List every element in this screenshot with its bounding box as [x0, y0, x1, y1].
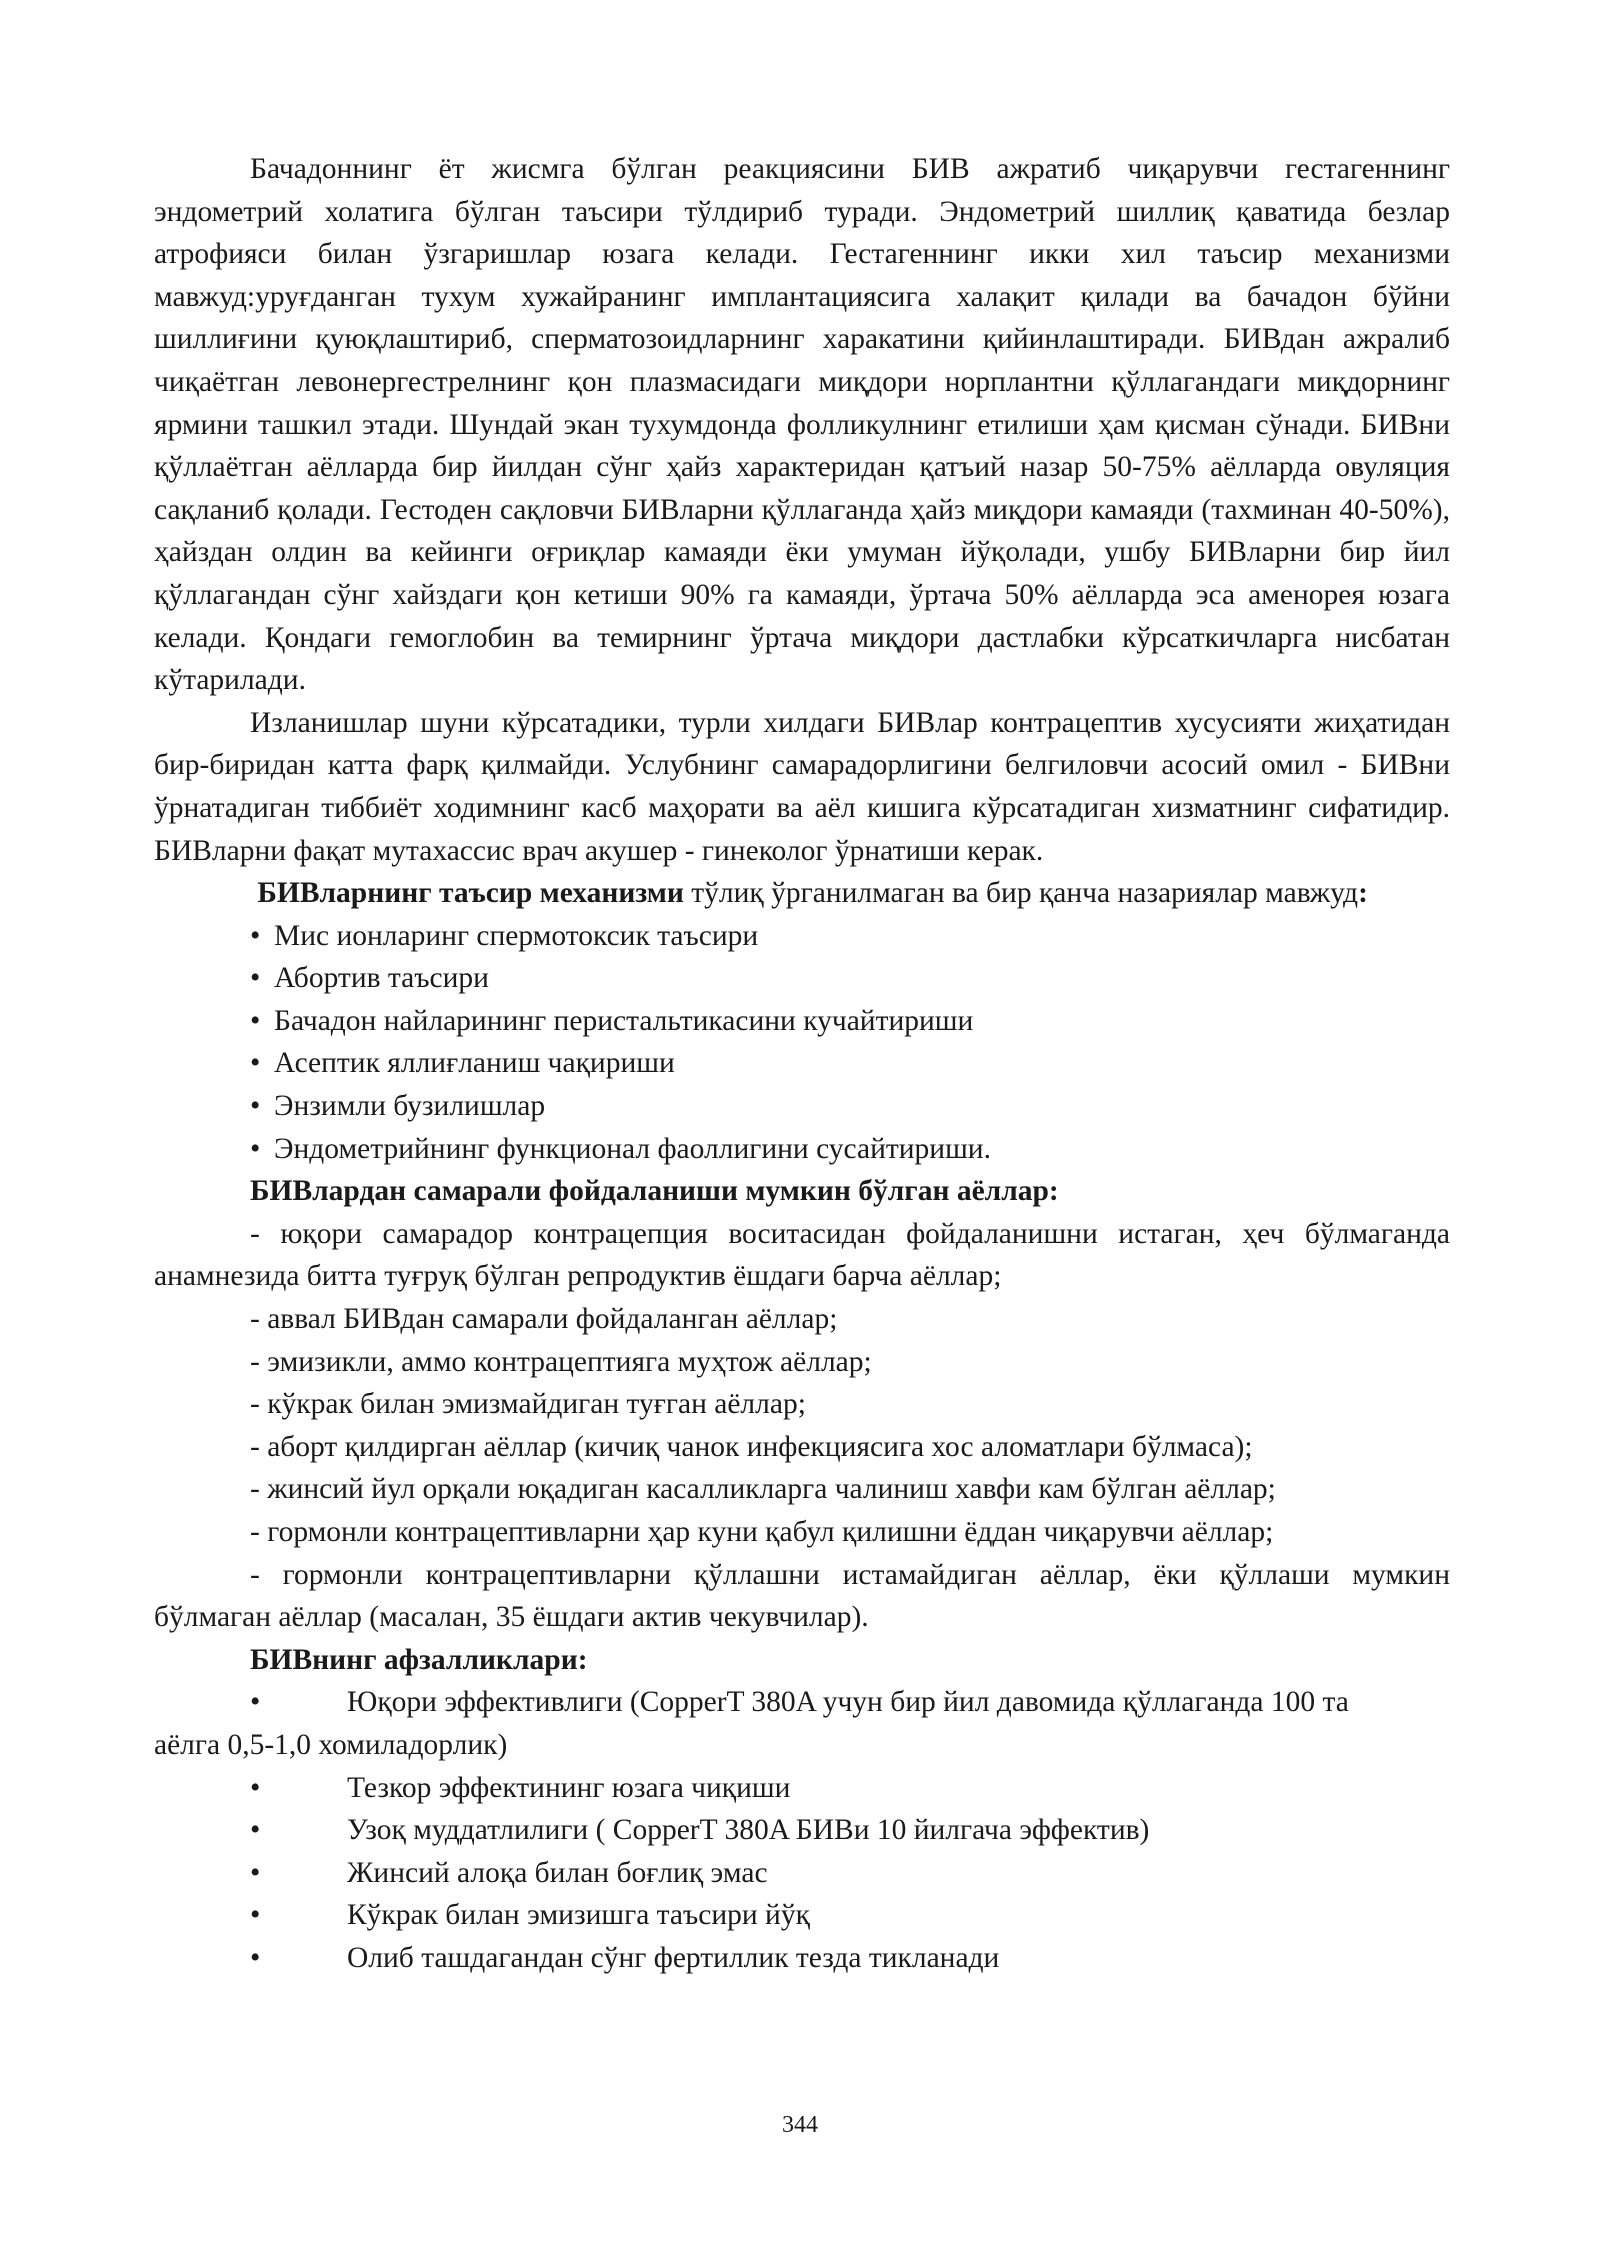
paragraph-effectiveness: Изланишлар шуни кўрсатадики, турли хилдаги БИВлар контрацептив хусусияти жиҳатидан бир-биридан катта фарқ қилмайди. Услубнинг самарадорлигини белгиловчи асосий омил - БИВни ўрнатадиган тиббиёт ходимнинг касб маҳорати ва аёл кишига кўрсатадиган хизматнинг сифатидир. БИВларни фақат мутахассис врач акушер - гинеколог ўрнатиши керак.: [154, 706, 1450, 867]
list-item: - аввал БИВдан самарали фойдаланган аёллар;: [250, 1303, 838, 1336]
list-item: - аборт қилдирган аёллар (кичиқ чанок инфекциясига хос аломатлари бўлмаса);: [250, 1430, 1253, 1463]
bullet-icon: •: [250, 1090, 261, 1123]
bullet-icon: •: [250, 1899, 261, 1932]
bullet-icon: •: [250, 919, 261, 952]
bullet-icon: •: [250, 1132, 261, 1165]
mechanism-list: [154, 915, 1450, 1171]
list-item: • Узоқ муддатлилиги ( CopperT 380A БИВи 10 йилгача эффектив): [154, 1809, 1450, 1852]
list-item: • Абортив таъсири: [154, 957, 1450, 1000]
mechanism-heading: БИВларнинг таъсир механизми: [257, 877, 684, 910]
list-item: • Кўкрак билан эмизишга таъсири йўқ: [154, 1894, 1450, 1937]
list-item: • Эндометрийнинг функционал фаоллигини сусайтириши.: [154, 1128, 1450, 1171]
list-item: - эмизикли, аммо контрацептияга муҳтож аёллар;: [250, 1345, 872, 1378]
bullet-icon: •: [250, 1814, 261, 1847]
advantages-list: [154, 1681, 1450, 1979]
list-item: - гормонли контрацептивларни ҳар куни қабул қилишни ёддан чиқарувчи аёллар;: [250, 1516, 1274, 1548]
list-item: • Тезкор эффектининг юзага чиқиши: [154, 1767, 1450, 1810]
list-item: • Бачадон найларининг перистальтикасини кучайтириши: [154, 1000, 1450, 1043]
paragraph-mechanism-theories: [154, 872, 1450, 915]
mechanism-heading-rest: тўлиқ ўрганилмаган ва бир қанча назариялар мавжуд: [683, 877, 1359, 910]
candidates-heading: БИВлардан самарали фойдаланиши мумкин бўлган аёллар:: [250, 1175, 1059, 1208]
bullet-icon: •: [250, 1941, 261, 1974]
list-item-continuation: аёлга 0,5-1,0 хомиладорлик): [154, 1728, 508, 1761]
paragraph-mechanism-intro: Бачадоннинг ёт жисмга бўлган реакциясини БИВ ажратиб чиқарувчи гестагеннинг эндометрий холатига бўлган таъсири тўлдириб туради. Эндометрий шиллиқ қаватида безлар атрофияси билан ўзгаришлар юзага келади. Гестагеннинг икки хил таъсир механизми мавжуд:уруғданган тухум хужайранинг имплантациясига халақит қилади ва бачадон бўйни шиллиғини қуюқлаштириб, сперматозоидларнинг харакатини қийинлаштиради. БИВдан ажралиб чиқаётган левонергестрелнинг қон плазмасидаги миқдори норплантни қўллагандаги миқдорнинг ярмини ташкил этади. Шундай экан тухумдонда фолликулнинг етилиши ҳам қисман сўнади. БИВни қўллаётган аёлларда бир йилдан сўнг ҳайз характеридан қатъий назар 50-75% аёлларда овуляция сақланиб қолади. Гестоден сақловчи БИВларни қўллаганда ҳайз миқдори камаяди (тахминан 40-50%), ҳайздан олдин ва кейинги оғриқлар камаяди ёки умуман йўқолади, ушбу БИВларни бир йил қўллагандан сўнг хайздаги қон кетиши 90% га камаяди, ўртача 50% аёлларда эса аменорея юзага келади. Қондаги гемоглобин ва темирнинг ўртача миқдори дастлабки кўрсаткичларга нисбатан кўтарилади.: [154, 153, 1450, 697]
bullet-icon: •: [250, 1004, 261, 1037]
list-item: • Жинсий алоқа билан боғлиқ эмас: [154, 1852, 1450, 1895]
bullet-icon: •: [250, 1686, 261, 1719]
list-item: • Асептик яллиғланиш чақириши: [154, 1042, 1450, 1085]
list-item: - жинсий йул орқали юқадиган касалликларга чалиниш хавфи кам бўлган аёллар;: [250, 1473, 1276, 1506]
list-item: • Энзимли бузилишлар: [154, 1085, 1450, 1128]
page-number: 344: [782, 2112, 818, 2138]
list-item: - юқори самарадор контрацепция воситасидан фойдаланишни истаган, ҳеч бўлмаганда анамнезида битта туғруқ бўлган репродуктив ёшдаги барча аёллар;: [154, 1217, 1450, 1293]
list-item: • Олиб ташдагандан сўнг фертиллик тезда тикланади: [154, 1937, 1450, 1980]
document-page: [154, 148, 1450, 1980]
bullet-icon: •: [250, 1047, 261, 1080]
list-item: • Юқори эффективлиги (CopperT 380A учун бир йил давомида қўллаганда 100 та: [154, 1681, 1450, 1724]
candidates-list: [154, 1213, 1450, 1639]
list-item: - кўкрак билан эмизмайдиган туғган аёллар;: [250, 1388, 806, 1421]
bullet-icon: •: [250, 962, 261, 995]
bullet-icon: •: [250, 1856, 261, 1889]
list-item: • Мис ионларинг спермотоксик таъсири: [154, 915, 1450, 958]
bullet-icon: •: [250, 1771, 261, 1804]
advantages-heading: БИВнинг афзалликлари:: [250, 1643, 588, 1676]
mechanism-heading-colon: :: [1358, 877, 1368, 910]
list-item: - гормонли контрацептивларни қўллашни истамайдиган аёллар, ёки қўллаши мумкин бўлмаган аёллар (масалан, 35 ёшдаги актив чекувчилар).: [154, 1558, 1450, 1634]
